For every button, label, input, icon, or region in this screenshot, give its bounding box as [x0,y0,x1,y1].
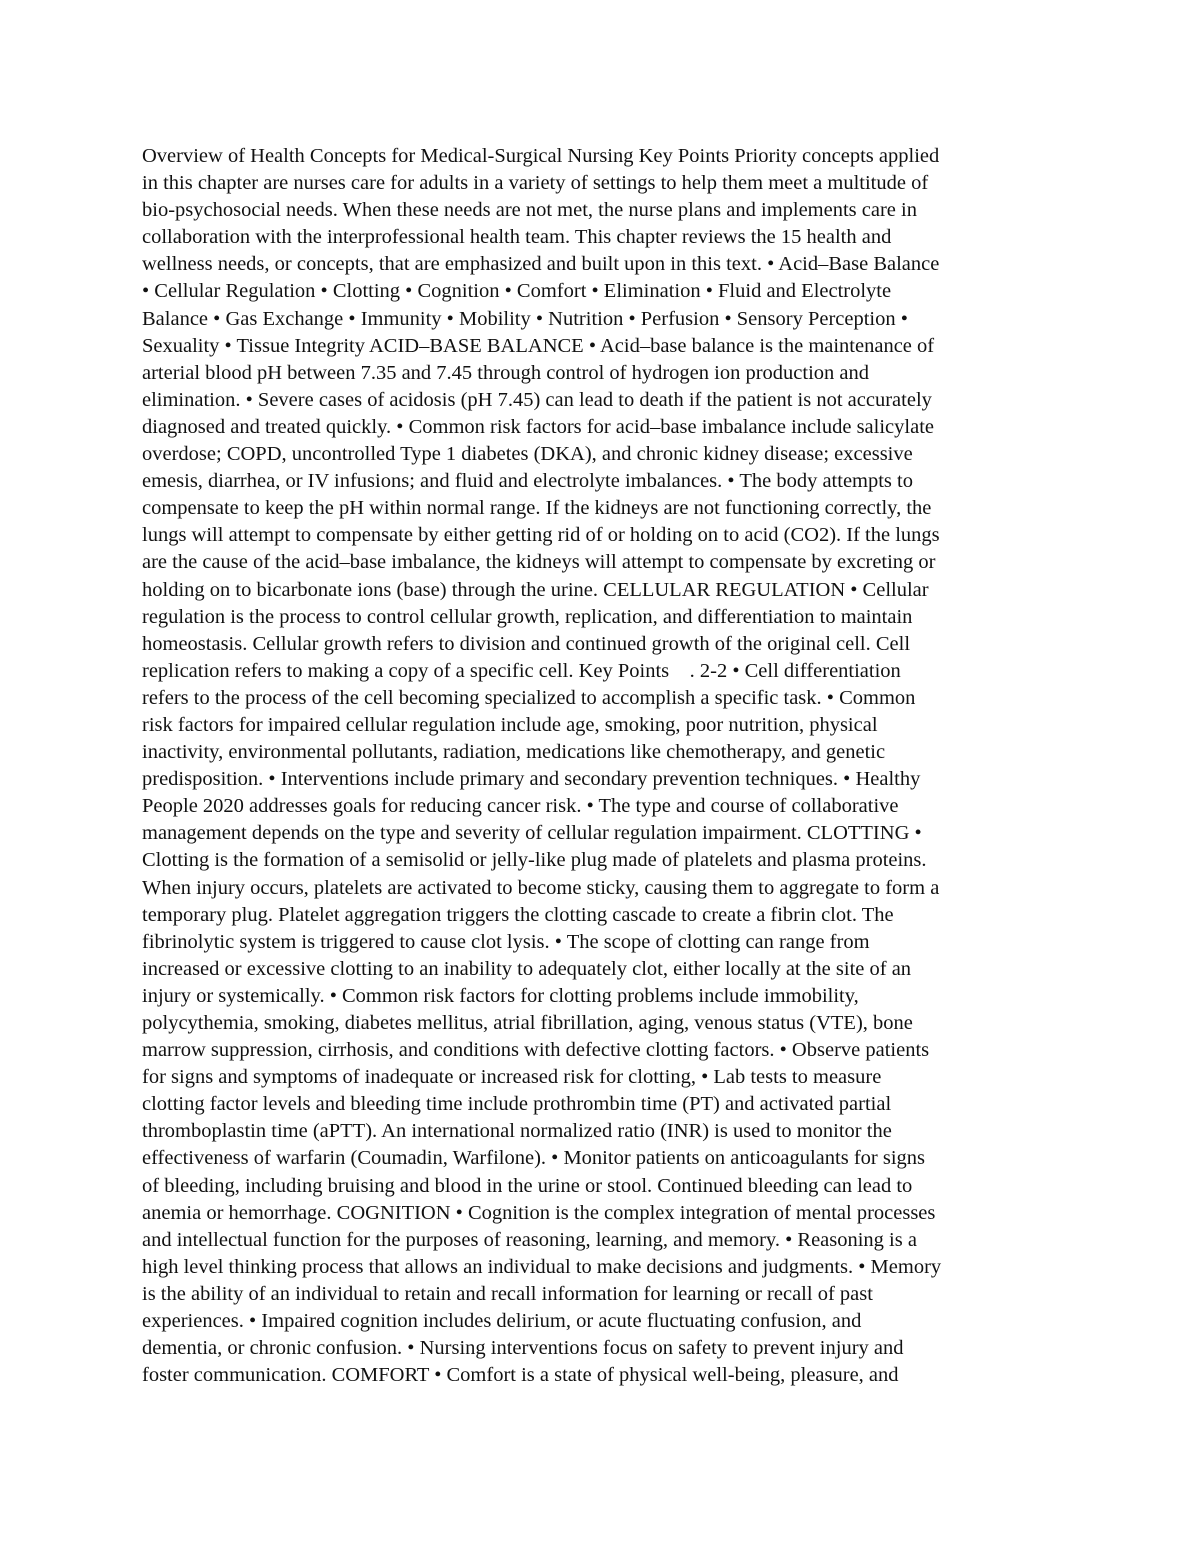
text-line: management depends on the type and severity of cellular regulation impairment. CLOTTING • [142,822,922,845]
text-line: effectiveness of warfarin (Coumadin, Warfilone). • Monitor patients on anticoagulants for signs [142,1147,925,1170]
text-line: overdose; COPD, uncontrolled Type 1 diabetes (DKA), and chronic kidney disease; excessive [142,443,913,466]
text-line: of bleeding, including bruising and blood in the urine or stool. Continued bleeding can lead to [142,1174,913,1197]
text-line: are the cause of the acid–base imbalance, the kidneys will attempt to compensate by excreting or [142,551,936,574]
text-line: When injury occurs, platelets are activated to become sticky, causing them to aggregate to form a [142,876,940,899]
text-line: arterial blood pH between 7.35 and 7.45 through control of hydrogen ion production and [142,361,870,384]
text-line: inactivity, environmental pollutants, radiation, medications like chemotherapy, and genetic [142,741,886,764]
text-line: diagnosed and treated quickly. • Common risk factors for acid–base imbalance include salicylate [142,415,934,438]
text-line: clotting factor levels and bleeding time include prothrombin time (PT) and activated partial [142,1093,892,1116]
text-line: compensate to keep the pH within normal range. If the kidneys are not functioning correctly, the [142,497,932,520]
text-line: fibrinolytic system is triggered to cause clot lysis. • The scope of clotting can range from [142,930,870,953]
text-line: collaboration with the interprofessional health team. This chapter reviews the 15 health and [142,226,892,249]
text-line: emesis, diarrhea, or IV infusions; and fluid and electrolyte imbalances. • The body attempts to [142,470,913,493]
text-line: People 2020 addresses goals for reducing cancer risk. • The type and course of collaborative [142,795,899,818]
text-line: lungs will attempt to compensate by either getting rid of or holding on to acid (CO2). If the lungs [142,524,940,547]
text-line: Balance • Gas Exchange • Immunity • Mobility • Nutrition • Perfusion • Sensory Perception • [142,307,908,330]
text-line: Sexuality • Tissue Integrity ACID–BASE BALANCE • Acid–base balance is the maintenance of [142,334,935,357]
text-line: experiences. • Impaired cognition includes delirium, or acute fluctuating confusion, and [142,1310,862,1333]
text-line: predisposition. • Interventions include primary and secondary prevention techniques. • Healthy [142,768,921,791]
text-line: anemia or hemorrhage. COGNITION • Cognition is the complex integration of mental processes [142,1201,936,1224]
text-line: and intellectual function for the purposes of reasoning, learning, and memory. • Reasoning is a [142,1228,917,1251]
text-line: holding on to bicarbonate ions (base) through the urine. CELLULAR REGULATION • Cellular [142,578,929,601]
text-line: homeostasis. Cellular growth refers to division and continued growth of the original cell. Cell [142,632,911,655]
text-line: • Cellular Regulation • Clotting • Cognition • Comfort • Elimination • Fluid and Electrolyte [142,280,892,303]
text-line: for signs and symptoms of inadequate or increased risk for clotting, • Lab tests to measure [142,1066,882,1089]
text-line: replication refers to making a copy of a specific cell. Key Points . 2-2 • Cell differentiation [142,659,901,682]
text-line: foster communication. COMFORT • Comfort is a state of physical well-being, pleasure, and [142,1364,899,1387]
text-line: Clotting is the formation of a semisolid or jelly-like plug made of platelets and plasma proteins. [142,849,927,872]
text-line: thromboplastin time (aPTT). An international normalized ratio (INR) is used to monitor the [142,1120,892,1143]
text-line: polycythemia, smoking, diabetes mellitus, atrial fibrillation, aging, venous status (VTE), bone [142,1012,913,1034]
text-line: injury or systemically. • Common risk factors for clotting problems include immobility, [142,984,859,1007]
text-line: refers to the process of the cell becoming specialized to accomplish a specific task. • Common [142,686,916,709]
text-line: dementia, or chronic confusion. • Nursing interventions focus on safety to prevent injury and [142,1337,904,1360]
text-line: wellness needs, or concepts, that are emphasized and built upon in this text. • Acid–Base Balance [142,253,940,276]
text-line: risk factors for impaired cellular regulation include age, smoking, poor nutrition, physical [142,713,878,736]
text-line: increased or excessive clotting to an inability to adequately clot, either locally at the site of an [142,957,912,980]
text-line: temporary plug. Platelet aggregation triggers the clotting cascade to create a fibrin clot. The [142,903,894,926]
text-line: bio-psychosocial needs. When these needs are not met, the nurse plans and implements care in [142,199,917,222]
text-line: is the ability of an individual to retain and recall information for learning or recall of past [142,1282,873,1305]
text-line: high level thinking process that allows an individual to make decisions and judgments. • Memory [142,1255,942,1278]
text-line: Overview of Health Concepts for Medical-Surgical Nursing Key Points Priority concepts applied [142,145,940,167]
text-line: in this chapter are nurses care for adults in a variety of settings to help them meet a multitude of [142,172,929,195]
text-line: marrow suppression, cirrhosis, and conditions with defective clotting factors. • Observe patients [142,1039,930,1062]
body-text [142,143,1082,1389]
text-line: elimination. • Severe cases of acidosis (pH 7.45) can lead to death if the patient is not accurately [142,388,932,411]
text-line: regulation is the process to control cellular growth, replication, and differentiation to maintain [142,605,913,628]
